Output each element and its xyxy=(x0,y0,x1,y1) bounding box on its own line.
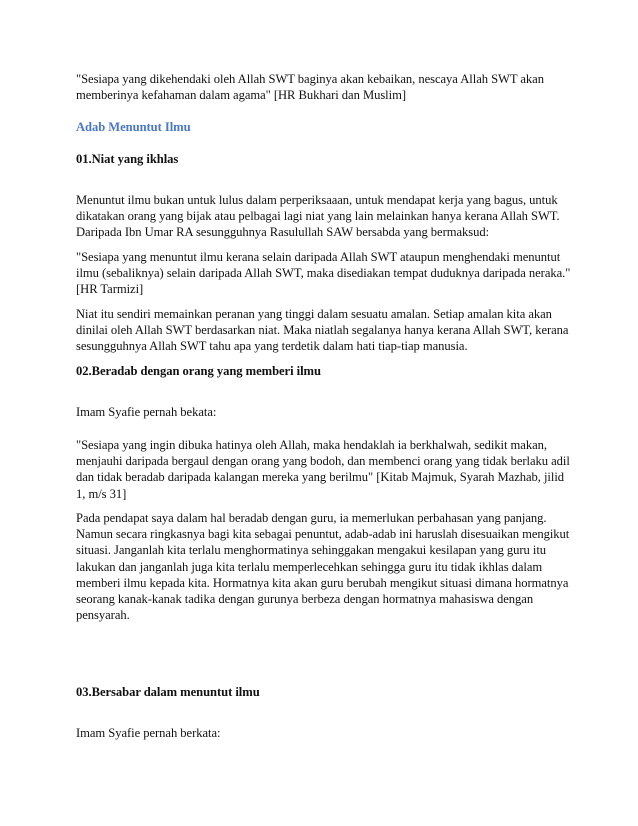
hadith-quote: "Sesiapa yang dikehendaki oleh Allah SWT baginya akan kebaikan, nescaya Allah SWT akan memberinya kefahaman dalam agama" [HR Bukhari dan Muslim] xyxy=(76,72,544,103)
heading-beradab: 02.Beradab dengan orang yang memberi ilmu xyxy=(76,364,321,378)
heading-bersabar: 03.Bersabar dalam menuntut ilmu xyxy=(76,685,260,699)
paragraph-quote-majmuk: "Sesiapa yang ingin dibuka hatinya oleh Allah, maka hendaklah ia berkhalwah, sedikit makan, menjauhi daripada bergaul dengan orang yang bodoh, dan membenci orang yang tidak berlaku adil dan tidak beradab daripada kalangan mereka yang berilmu" [Kitab Majmuk, Syarah Mazhab, jilid 1, m/s 31] xyxy=(76,438,570,501)
paragraph-niat: Niat itu sendiri memainkan peranan yang tinggi dalam sesuatu amalan. Setiap amalan kita akan dinilai oleh Allah SWT berdasarkan niat. Maka niatlah segalanya hanya kerana Allah SWT, kerana sesungguhnya Allah SWT tahu apa yang terdetik dalam hati tiap-tiap manusia. xyxy=(76,307,569,354)
paragraph-pendapat: Pada pendapat saya dalam hal beradab dengan guru, ia memerlukan perbahasan yang panjang. Namun secara ringkasnya bagi kita sebagai penuntut, adab-adab ini haruslah disesuaikan mengikut situasi. Janganlah kita terlalu menghormatinya sehinggakan mengakui kesilapan yang guru itu lakukan dan janganlah juga kita terlalu memperlecehkan sehingga guru itu tidak ikhlas dalam memberi ilmu kepada kita. Hormatnya kita akan guru berubah mengikut situasi dimana hormatnya seorang kanak-kanak tadika dengan gurunya berbeza dengan hormatnya mahasiswa dengan pensyarah. xyxy=(76,511,570,623)
paragraph-imam-syafie-1: Imam Syafie pernah bekata: xyxy=(76,405,217,419)
heading-niat-ikhlas: 01.Niat yang ikhlas xyxy=(76,152,179,166)
paragraph-hadith-tarmizi: "Sesiapa yang menuntut ilmu kerana selain daripada Allah SWT ataupun menghendaki menuntut ilmu (sebaliknya) selain daripada Allah SWT, maka disediakan tempat duduknya daripada neraka." [HR Tarmizi] xyxy=(76,250,571,297)
section-title: Adab Menuntut Ilmu xyxy=(76,120,191,134)
paragraph-menuntut-ilmu: Menuntut ilmu bukan untuk lulus dalam perperiksaaan, untuk mendapat kerja yang bagus, untuk dikatakan orang yang bijak atau pelbagai lagi niat yang lain melainkan hanya kerana Allah SWT. Daripada Ibn Umar RA sesungguhnya Rasulullah SAW bersabda yang bermaksud: xyxy=(76,193,560,240)
paragraph-imam-syafie-2: Imam Syafie pernah berkata: xyxy=(76,726,221,740)
